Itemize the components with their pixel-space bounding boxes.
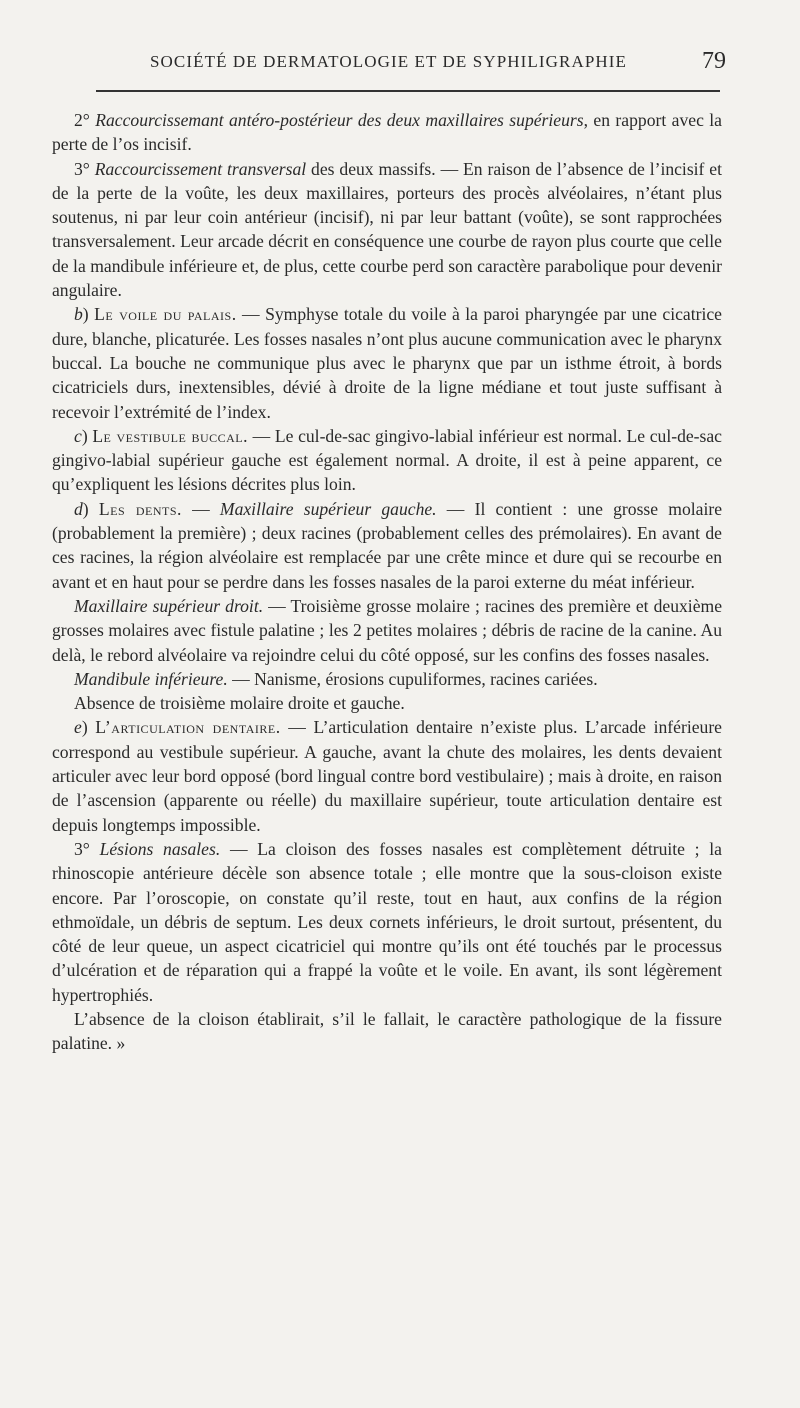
paragraph: [52, 1007, 722, 1056]
text-run: —: [181, 498, 220, 519]
italic-text: Maxillaire supérieur droit.: [74, 595, 264, 616]
running-title: SOCIÉTÉ DE DERMATOLOGIE ET DE SYPHILIGRAPHIE: [150, 52, 628, 71]
text-run: ): [82, 498, 99, 519]
text-run: — Troisième grosse molaire ; racines des première et deuxième grosses molaires avec fistule palatine ; les 2 petites molaires ; débris de racine de la canine. Au delà, le rebord alvéolaire va rejoindre celui du côté opposé, sur les confins des fosses nasales.: [52, 595, 723, 665]
paragraph: [52, 157, 722, 303]
text-run: — Nanisme, érosions cupuliformes, racines cariées.: [227, 668, 598, 689]
paragraph: [52, 108, 722, 157]
paragraph: [52, 497, 722, 594]
page-number: 79: [702, 48, 726, 74]
page-header: [55, 50, 726, 80]
section-heading: Le vestibule buccal.: [92, 425, 249, 446]
paragraph: [52, 302, 722, 423]
italic-text: d: [74, 498, 83, 519]
text-run: — La cloison des fosses nasales est complètement détruite ; la rhinoscopie antérieure décèle son absence totale ; elle montre que la sous-cloison existe encore. Par l’oroscopie, on constate qu’il reste, tout en haut, aux confins de la région ethmoïdale, un débris de septum. Les deux cornets inférieurs, le droit surtout, présentent, du côté de leur queue, un aspect cicatriciel qui montre qu’ils ont été touchés par le processus d’ulcération et de réparation qui a frappé la voûte et le voile. En avant, ils sont légèrement hypertrophiés.: [52, 838, 722, 1005]
paragraph: [52, 594, 722, 667]
text-run: — Symphyse totale du voile à la paroi pharyngée par une cicatrice dure, blanche, plicaturée. Les fosses nasales n’ont plus aucune communication avec le pharynx buccal. La bouche ne communique plus avec le pharynx que par un isthme étroit, à bords cicatriciels durs, inextensibles, dévié à droite de la ligne médiane et tout juste suffisant à recevoir l’extrémité de l’index.: [52, 304, 722, 422]
section-heading: Les dents.: [98, 498, 182, 519]
text-run: , en rapport avec la perte de l’os incisif.: [52, 110, 722, 155]
italic-text: e: [74, 717, 82, 738]
italic-text: Maxillaire supérieur gauche.: [219, 498, 437, 519]
text-run: Absence de troisième molaire droite et gauche.: [74, 693, 405, 714]
text-run: ): [81, 717, 96, 738]
italic-text: Lésions nasales.: [99, 838, 221, 859]
text-run: 2°: [74, 110, 96, 130]
paragraph: [52, 715, 722, 836]
italic-text: Mandibule inférieure.: [74, 668, 228, 689]
text-run: 3°: [74, 158, 95, 179]
text-run: 3°: [74, 838, 100, 859]
header-rule: [96, 90, 720, 92]
text-run: ): [81, 425, 93, 446]
italic-text: Raccourcissement transversal: [94, 158, 307, 179]
section-heading: Le voile du palais.: [94, 304, 237, 325]
text-run: — Il contient : une grosse molaire (probablement la première) ; deux racines (probablement celles des prémolaires). En avant de ces racines, la région alvéolaire est remplacée par une crête mince et dure qui se recourbe en avant et en haut pour se perdre dans les fosses nasales de la paroi externe du méat inférieur.: [52, 498, 723, 592]
paragraph: [52, 424, 722, 497]
text-run: ): [82, 304, 95, 325]
italic-text: Raccourcissemant antéro-postérieur des deux maxillaires supérieurs: [95, 110, 584, 130]
text-run: L’absence de la cloison établirait, s’il le fallait, le caractère pathologique de la fissure palatine. »: [52, 1008, 722, 1054]
text-run: des deux massifs. — En raison de l’absence de l’incisif et de la perte de la voûte, les deux maxillaires, porteurs des procès alvéolaires, n’étant plus soutenus, ni par leur coin antérieur (incisif), ni par leur battant (voûte), se sont rapprochées transversalement. Leur arcade décrit en conséquence une courbe de rayon plus courte que celle de la mandibule inférieure et, de plus, cette courbe perd son caractère parabolique pour devenir angulaire.: [52, 158, 723, 301]
italic-text: c: [74, 425, 82, 446]
section-heading: L’articulation dentaire.: [95, 717, 281, 738]
paragraph: [52, 837, 722, 1007]
paragraph: [52, 691, 722, 715]
text-run: — L’articulation dentaire n’existe plus. L’arcade inférieure correspond au vestibule supérieur. A gauche, avant la chute des molaires, les dents devaient articuler avec leur bord opposé (bord lingual contre bord vestibulaire) ; mais à droite, en raison de l’ascension (apparente ou réelle) du maxillaire supérieur, toute articulation dentaire est depuis longtemps impossible.: [52, 717, 722, 835]
italic-text: b: [74, 304, 83, 325]
paragraph: [52, 667, 722, 691]
body-text: [52, 108, 722, 1056]
text-run: — Le cul-de-sac gingivo-labial inférieur est normal. Le cul-de-sac gingivo-labial supérieur gauche est également normal. A droite, il est à peine apparent, ce qu’expliquent les lésions décrites plus loin.: [52, 425, 722, 495]
